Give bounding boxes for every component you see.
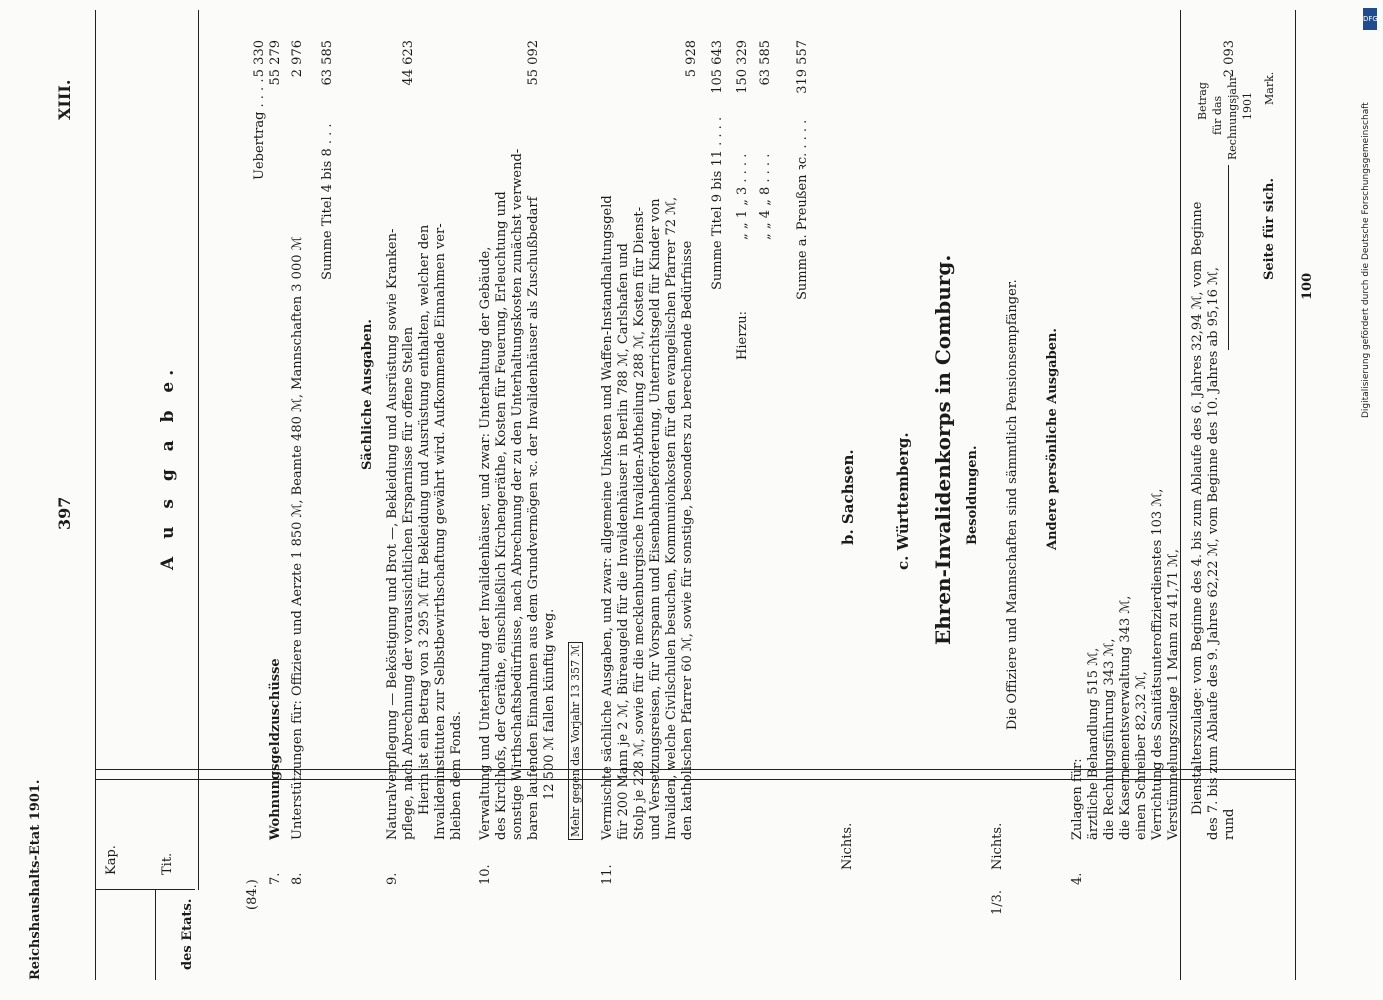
summe-preussen-amount: 319 557: [795, 40, 810, 94]
kap-rule: [155, 890, 156, 980]
tit8-text: Unterstützungen für: Offiziere und Aerzte 1 850 ℳ, Beamte 480 ℳ, Mannschaften 3 000 ℳ: [290, 236, 305, 840]
besoldungen-text: Die Offiziere und Mannschaften sind sämmtlich Pensionsempfänger.: [1005, 279, 1020, 730]
tit9-line-3: Hierin ist ein Betrag von 3 295 ℳ für Bekleidung und Ausrüstung enthalten, welcher den: [417, 224, 432, 815]
uebertrag-amount: 5 330: [252, 40, 267, 78]
heading-ehren-invalidenkorps: Ehren-Invalidenkorps in Comburg.: [931, 254, 955, 645]
footer-etat-label: Reichshaushalts-Etat 1901.: [28, 779, 43, 980]
header-bottom-rule: [198, 10, 199, 890]
digitization-credit-text: Digitalisierung gefördert durch die Deutsche Forschungsgemeinschaft: [1361, 102, 1371, 418]
col-kap: Kap.: [104, 845, 119, 875]
tit10-line-1: Verwaltung und Unterhaltung der Invalidenhäuser, und zwar: Unterhaltung der Gebäude,: [478, 246, 493, 840]
col-des-etats: des Etats.: [180, 898, 195, 970]
heading-saechliche: Sächliche Ausgaben.: [360, 319, 375, 470]
tit4-amount: 2 093: [1222, 40, 1237, 78]
zulagen-line-5: einen Schreiber 82,32 ℳ,: [1134, 671, 1149, 840]
summe-4-8: Summe Titel 4 bis 8 . . .: [320, 123, 335, 280]
tit7-text: Wohnungsgeldzuschüsse: [268, 658, 283, 840]
zulagen-line-10: rund: [1222, 808, 1237, 840]
tit11-line-4: und Versetzungsreisen, für Vorspann und Eisenbahnbeförderung, Unterrichtsgeld für Kinder von: [648, 198, 663, 840]
zulagen-line-4: die Kasernementsverwaltung 343 ℳ,: [1118, 595, 1133, 840]
kap-1-3: 1/3.: [990, 889, 1005, 915]
col-tit: Tit.: [160, 852, 175, 875]
tit10-line-2: des Kirchhofs, der Geräthe, einschließlich Kirchengeräthe, Kosten für Feuerung, Erleuchtung und: [494, 191, 509, 840]
tit8-amount: 2 976: [290, 40, 305, 78]
tit9-line-2: pflege, nach Abrechnung der voraussichtlichen Ersparnisse für offene Stellen: [401, 326, 416, 840]
zulagen-line-8: Dienstalterszulage: vom Beginne des 4. bis zum Ablaufe des 6. Jahres 32,94 ℳ, vom Beginne: [1190, 201, 1205, 815]
tit9-line-1: Naturalverpflegung — Beköstigung und Brot —, Bekleidung und Ausrüstung sowie Kranken-: [385, 228, 400, 840]
tit10-line-4: baren laufenden Einnahmen aus dem Grundvermögen ꝛc. der Invalidenhäuser als Zuschußbedarf: [526, 196, 541, 840]
col-betrag-3: Rechnungsjahr: [1226, 75, 1239, 160]
col-betrag-4: 1901: [1241, 92, 1254, 120]
summe-9-11-amount: 105 643: [710, 40, 725, 94]
tit10-number: 10.: [478, 864, 493, 885]
heading-sachsen: b. Sachsen.: [839, 449, 857, 545]
uebertrag: Uebertrag . . . .: [252, 78, 267, 180]
tit9-line-5: bleiben dem Fonds.: [449, 711, 464, 840]
tit7-number: 7.: [268, 872, 283, 885]
page-number: 397: [55, 496, 74, 530]
kap-tit-separator: [95, 889, 195, 890]
summe-4-8-amount: 63 585: [320, 40, 335, 86]
heading-wuerttemberg: c. Württemberg.: [894, 432, 912, 570]
tit8-number: 8.: [290, 872, 305, 885]
tit10-line-3: sonstige Wirthschaftsbedürfnisse, nach Abrechnung der zu den Unterhaltungskosten zunächst verwend-: [510, 148, 525, 840]
mehr-note: Mehr gegen das Vorjahr 13 357 ℳ: [568, 642, 583, 840]
zulagen-line-3: die Rechnungsführung 343 ℳ,: [1102, 638, 1117, 840]
digitization-credit: [1352, 8, 1382, 428]
col-betrag-2: für das: [1211, 95, 1224, 135]
zulagen-line-9: des 7. bis zum Ablaufe des 9. Jahres 62,22 ℳ, vom Beginne des 10. Jahres ab 95,16 ℳ,: [1206, 266, 1221, 840]
zulagen-line-2: ärztliche Behandlung 515 ℳ,: [1086, 647, 1101, 840]
tit7-amount: 55 279: [268, 40, 283, 86]
tit4-number: 4.: [1070, 872, 1085, 885]
tit11-line-2: für 200 Mann je 2 ℳ, Büreaugeld für die Invalidenhäuser in Berlin 788 ℳ, Carlshafen und: [616, 243, 631, 840]
footer-page-count: 100: [1300, 272, 1315, 300]
tit9-number: 9.: [385, 872, 400, 885]
heading-besoldungen: Besoldungen.: [965, 445, 980, 545]
col-ausgabe: A u s g a b e.: [158, 363, 178, 570]
section-number: XIII.: [55, 79, 74, 120]
subtotal-rule-2: [1228, 165, 1229, 315]
kap-84: (84.): [245, 879, 260, 910]
tit9-line-4: Invalideninstituten zur Selbstbewirthschaftung gewährt wird. Aufkommende Einnahmen ver-: [433, 223, 448, 840]
zulagen-line-1: Zulagen für:: [1070, 758, 1085, 840]
heading-andere: Andere persönliche Ausgaben.: [1045, 328, 1060, 550]
seite-fuer-sich: Seite für sich.: [1262, 178, 1277, 280]
tit11-line-5: Invaliden, welche Civilschulen besuchen, Kommunionkosten für den evangelischen Pfarrer 72 ℳ,: [664, 196, 679, 840]
hierzu-label: Hierzu:: [735, 310, 750, 360]
table-bottom-rule: [1295, 10, 1296, 980]
zulagen-line-6: Verrichtung des Sanitätsunteroffizierdienstes 103 ℳ,: [1150, 488, 1165, 840]
dfg-logo: DFG: [1363, 8, 1377, 30]
tit11-line-6: den katholischen Pfarrer 60 ℳ, sowie für sonstige, besonders zu berechnende Bedürfnisse: [680, 240, 695, 840]
tit11-amount: 5 928: [684, 40, 699, 78]
tit9-amount: 44 623: [401, 40, 416, 86]
tit11-line-1: Vermischte sächliche Ausgaben, und zwar: allgemeine Unkosten und Waffen-Instandhaltungsgeld: [600, 195, 615, 840]
col-mark: Mark.: [1263, 71, 1276, 105]
tit10-amount: 55 092: [526, 40, 541, 86]
table-top-rule: [95, 10, 96, 980]
nichts-sachsen: Nichts.: [840, 822, 855, 870]
nichts-besoldungen: Nichts.: [990, 822, 1005, 870]
tit10-line-5: 12 500 ℳ fallen künftig weg.: [542, 608, 557, 800]
summe-9-11: Summe Titel 9 bis 11 . . . .: [710, 116, 725, 290]
col-betrag-1: Betrag: [1196, 82, 1209, 120]
hierzu-1-3: „ „ 1 „ 3 . . . .: [735, 153, 750, 240]
tit11-line-3: Stolp je 228 ℳ, sowie für die mecklenburgische Invaliden-Abtheilung 288 ℳ, Kosten für Dienst-: [632, 207, 647, 840]
hierzu-4-8-amount: 63 585: [758, 40, 773, 86]
hierzu-1-3-amount: 150 329: [735, 40, 750, 94]
tit11-number: 11.: [600, 864, 615, 885]
hierzu-4-8: „ „ 4 „ 8 . . . .: [758, 153, 773, 240]
zulagen-line-7: Verstümmelungszulage 1 Mann zu 41,71 ℳ,: [1166, 549, 1181, 840]
summe-preussen: Summe a. Preußen ꝛc. . . . .: [795, 119, 810, 300]
